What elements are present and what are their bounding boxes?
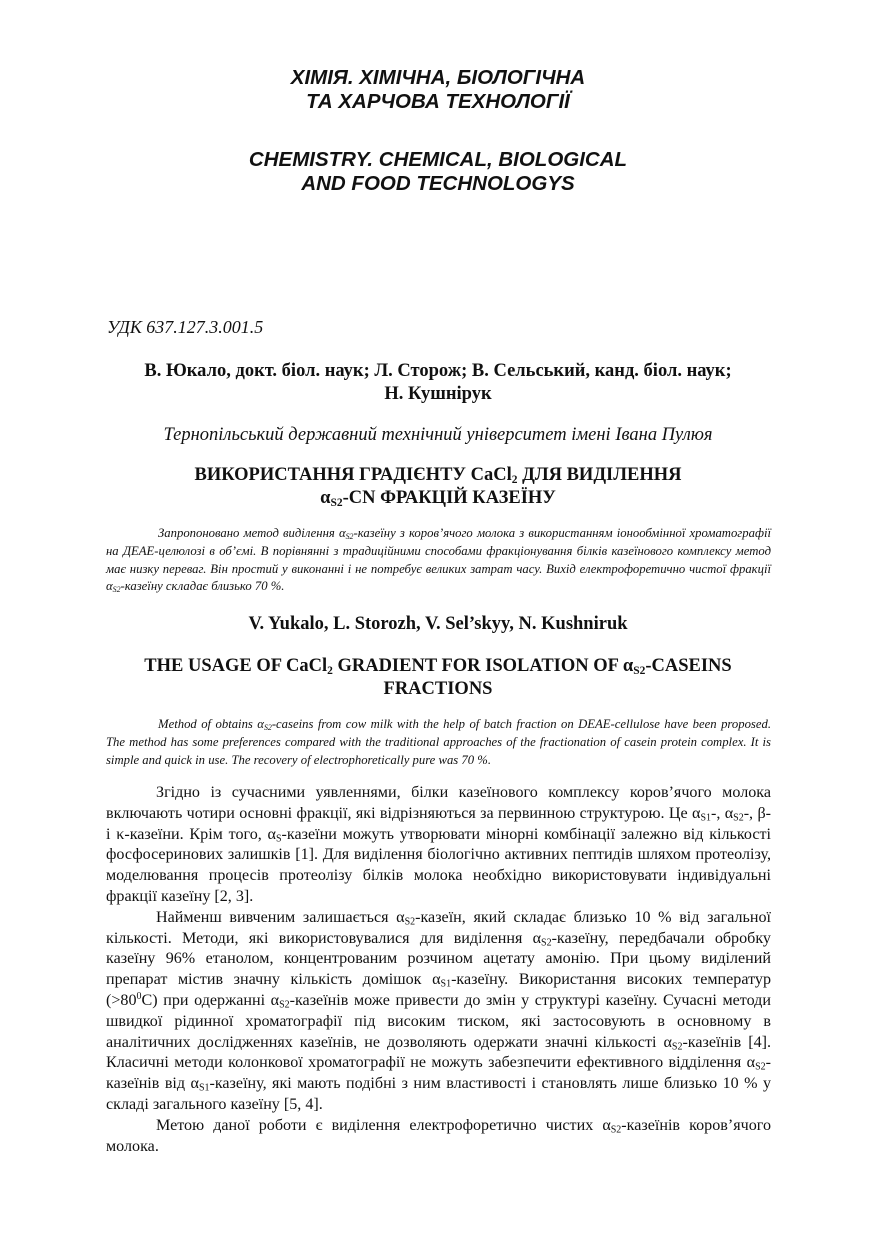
paper-title-en (95, 655, 781, 701)
abstract-en (106, 716, 771, 769)
paper-title-en-line-2: FRACTIONS (383, 679, 493, 699)
body-paragraph-3 (106, 1116, 771, 1158)
title-en-subscript-1: 2 (327, 664, 333, 677)
abstract-en-subscript-1: S2 (263, 722, 272, 732)
body-p2-subscript-7: S1 (198, 1082, 210, 1094)
abstract-uk-text-1: Запропоновано метод виділення α (158, 526, 346, 540)
paper-title-uk (95, 464, 781, 510)
body-p2-subscript-4: S2 (279, 999, 290, 1011)
title-en-subscript-2: S2 (633, 664, 646, 677)
body-p1-subscript-1: S1 (700, 812, 711, 824)
authors-uk-line-2: Н. Кушнірук (384, 384, 492, 404)
section-header-uk (0, 66, 876, 114)
title-uk-subscript-1: 2 (511, 473, 518, 486)
abstract-uk-text-2: -казеїну з коров’ячого молока з використанням іонообмінної хроматографії на ДЕАЕ-целюлозі в об’ємі. В порівнянні з традиційними способами фракціонування білків казеїнового комплексу метод має низку переваг. Він простий у виконанні і не потребує великих затрат часу. Вихід електрофоретично чистої фракції α (106, 526, 772, 594)
body-p3-subscript-1: S2 (610, 1124, 622, 1136)
body-p2-text-4: -казеїну. Використання високих температур (>80 (106, 971, 771, 1009)
authors-uk-line-1: В. Юкало, докт. біол. наук; Л. Сторож; В. Сельський, канд. біол. наук; (144, 361, 732, 381)
body-p2-text-1: Найменш вивченим залишається α (156, 908, 405, 926)
body-p1-text-2: -, α (711, 804, 734, 822)
udk-code: УДК 637.127.3.001.5 (107, 317, 264, 337)
body-p1-text-1: Згідно із сучасними уявленнями, білки казеїнового комплексу коров’ячого молока включають чотири основні фракції, які відрізняються за первинною структурою. Це α (106, 784, 771, 822)
body-p1-text-4: -казеїни можуть утворювати мінорні комбінації залежно від кількості фосфосеринових залишків [1]. Для виділення біологічно активних пептидів шляхом протеолізу, моделювання процесів протеолізу білків молока необхідно використовувати індивідуальні фракції казеїну [2, 3]. (106, 825, 771, 905)
authors-uk (95, 360, 781, 406)
body-paragraph-1 (106, 783, 771, 908)
body-p2-subscript-5: S2 (671, 1041, 683, 1053)
affiliation: Тернопільський державний технічний університет імені Івана Пулюя (163, 425, 713, 445)
abstract-uk (106, 525, 771, 596)
authors-en: V. Yukalo, L. Storozh, V. Sel’skyy, N. Kushniruk (248, 614, 628, 634)
body-p3-text-1: Метою даної роботи є виділення електрофоретично чистих α (156, 1116, 611, 1134)
title-uk-text-1a: ВИКОРИСТАННЯ ГРАДІЄНТУ CaCl (194, 465, 512, 485)
body-p2-subscript-6: S2 (755, 1061, 766, 1073)
section-header-uk-line-1: ХІМІЯ. ХІМІЧНА, БІОЛОГІЧНА (290, 66, 586, 89)
body-p2-text-8: -казеїнів від α (106, 1054, 771, 1093)
paper-title-en-line-1 (95, 655, 781, 678)
title-uk-text-1b: ДЛЯ ВИДІЛЕННЯ (517, 465, 682, 485)
paper-title-uk-line-2 (95, 487, 781, 510)
body-paragraph-2 (106, 908, 771, 1116)
title-en-text-1c: -CASEINS (645, 656, 732, 676)
title-en-text-1a: THE USAGE OF CaCl (144, 656, 328, 676)
body-p2-subscript-1: S2 (404, 916, 416, 928)
section-header-uk-line-2: ТА ХАРЧОВА ТЕХНОЛОГІЇ (306, 90, 570, 113)
body-text (106, 783, 771, 1157)
abstract-en-text-2: -caseins from cow milk with the help of batch fraction on DEAE-cellulose have been proposed. The method has some preferences compared with the traditional approaches of the fractionation of casein protein complex. It is simple and quick in use. The recovery of electrophoretically pure was 70 %. (106, 717, 771, 767)
title-uk-text-2b: -CN ФРАКЦІЙ КАЗЕЇНУ (342, 488, 556, 508)
body-p2-text-7: -казеїнів [4]. Класичні методи колонкової хроматографії не можуть забезпечити ефективного відділення α (106, 1033, 771, 1072)
body-p2-text-3: -казеїну, передбачали обробку казеїну 96% етанолом, концентрованим розчином ацетату амонію. При цьому виділений препарат містив значну кількість домішок α (106, 929, 771, 989)
title-uk-subscript-2: S2 (330, 496, 343, 509)
abstract-uk-text-3: -казеїну складає близько 70 %. (120, 579, 285, 594)
body-p1-subscript-3: S (275, 833, 282, 845)
body-p2-text-6: -казеїнів може привести до змін у структурі казеїну. Сучасні методи швидкої рідинної хроматографії під високим тиском, які застосовують в основному в аналітичних дослідженнях казеїнів, не дозволяють одержати значні кількості α (106, 991, 771, 1051)
body-p1-subscript-2: S2 (733, 812, 744, 824)
title-uk-text-2a: α (320, 488, 331, 508)
section-header-en-line-1: CHEMISTRY. CHEMICAL, BIOLOGICAL (248, 148, 628, 171)
body-p3-text-2: -казеїнів коров’ячого молока. (106, 1116, 771, 1155)
abstract-uk-subscript-2: S2 (112, 585, 121, 595)
body-p2-subscript-2: S2 (541, 937, 552, 949)
body-p2-superscript-1: 0 (136, 990, 142, 1002)
abstract-uk-subscript-1: S2 (345, 531, 354, 541)
body-p2-subscript-3: S1 (440, 978, 452, 990)
body-p1-text-3: -, β- і κ-казеїни. Крім того, α (106, 804, 771, 843)
section-header-en (0, 148, 876, 196)
section-header-en-line-2: AND FOOD TECHNOLOGYS (301, 172, 575, 195)
title-en-text-1b: GRADIENT FOR ISOLATION OF α (332, 656, 634, 676)
body-p2-text-2: -казеїн, який складає близько 10 % від загальної кількості. Методи, які використовувалися для виділення α (106, 908, 771, 947)
abstract-en-text-1: Method of obtains α (158, 717, 264, 731)
body-p2-text-5: С) при одержанні α (141, 991, 280, 1009)
body-p2-text-9: -казеїну, які мають подібні з ним властивості і становлять лише близько 10 % у складі загального казеїну [5, 4]. (106, 1075, 771, 1113)
paper-title-uk-line-1 (95, 464, 781, 487)
